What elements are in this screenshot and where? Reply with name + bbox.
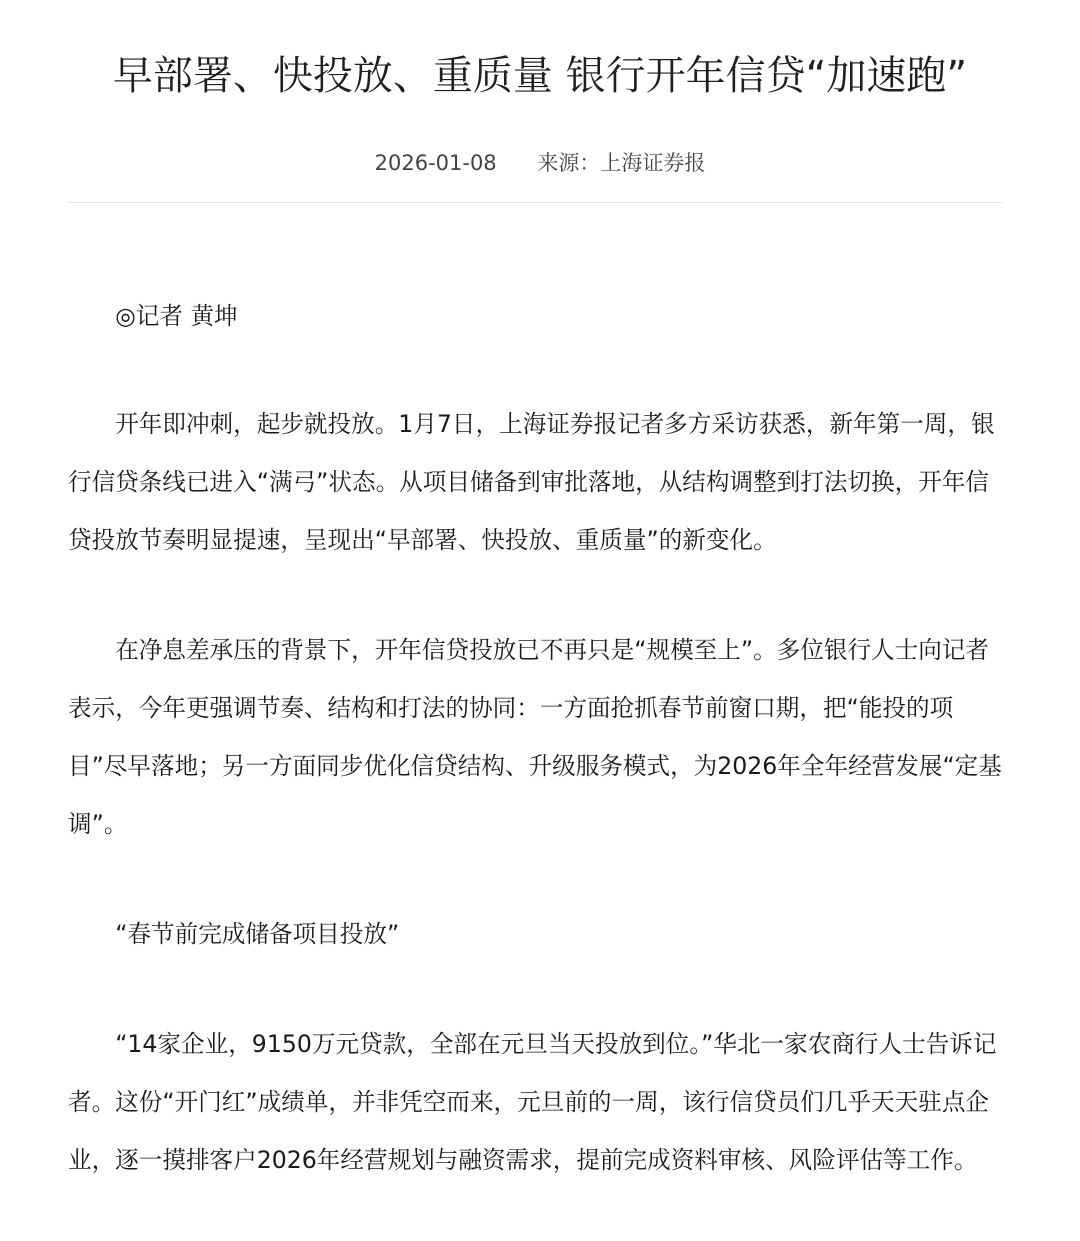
paragraph-3: “14家企业，9150万元贷款，全部在元旦当天投放到位。”华北一家农商行人士告诉记者。这份“开门红”成绩单，并非凭空而来，元旦前的一周，该行信贷员们几乎天天驻点企业，逐一摸排客户2026年经营规划与融资需求，提前完成资料审核、风险评估等工作。 [68,1030,997,1174]
article-source: 来源：上海证券报 [537,151,706,175]
article-meta [0,146,1080,180]
paragraph-2: 在净息差承压的背景下，开年信贷投放已不再只是“规模至上”。多位银行人士向记者表示，今年更强调节奏、结构和打法的协同：一方面抢抓春节前窗口期，把“能投的项目”尽早落地；另一方面同步优化信贷结构、升级服务模式，为2026年全年经营发展“定基调”。 [68,636,1002,838]
header-divider [68,202,1002,203]
article-body [68,287,1008,1241]
paragraph-1: 开年即冲刺，起步就投放。1月7日，上海证券报记者多方采访获悉，新年第一周，银行信贷条线已进入“满弓”状态。从项目储备到审批落地，从结构调整到打法切换，开年信贷投放节奏明显提速，呈现出“早部署、快投放、重质量”的新变化。 [68,410,995,554]
article-title: 早部署、快投放、重质量 银行开年信贷“加速跑” [112,53,968,99]
reporter-byline: ◎记者 黄坤 [115,302,238,330]
publish-date: 2026-01-08 [374,151,497,175]
section-subheading: “春节前完成储备项目投放” [115,920,400,948]
